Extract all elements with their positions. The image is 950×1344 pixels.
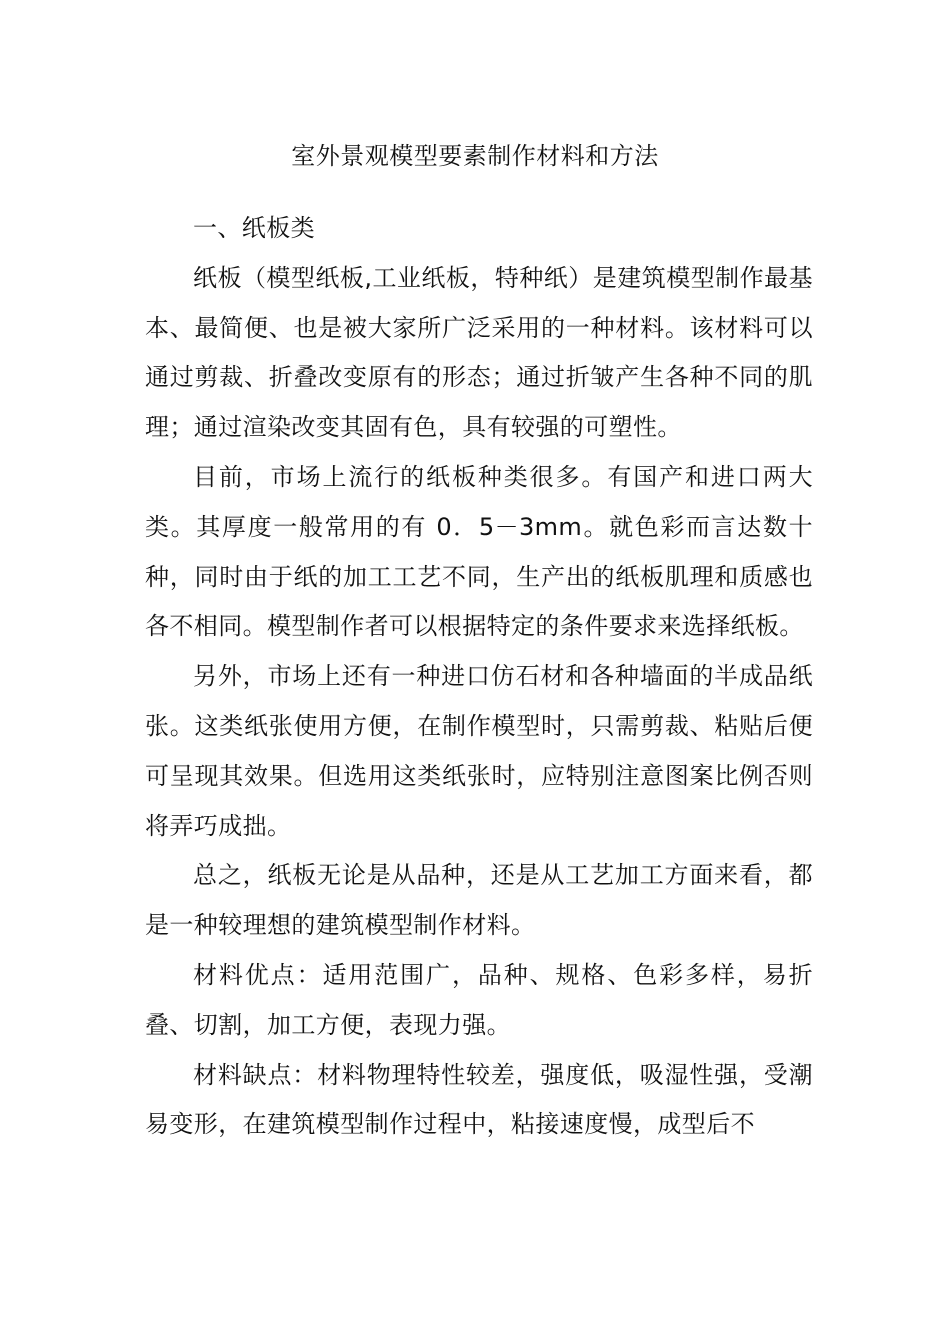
paragraph: 材料缺点：材料物理特性较差，强度低，吸湿性强，受潮易变形，在建筑模型制作过程中，粘接速度慢，成型后不 xyxy=(145,1060,813,1139)
paragraph: 纸板（模型纸板,工业纸板，特种纸）是建筑模型制作最基本、最简便、也是被大家所广泛采用的一种材料。该材料可以通过剪裁、折叠改变原有的形态；通过折皱产生各种不同的肌理；通过渲染改变其固有色，具有较强的可塑性。 xyxy=(145,263,813,442)
document-title: 室外景观模型要素制作材料和方法 xyxy=(291,142,659,170)
document-body xyxy=(145,204,813,1150)
paragraph: 另外，市场上还有一种进口仿石材和各种墙面的半成品纸张。这类纸张使用方便，在制作模型时，只需剪裁、粘贴后便可呈现其效果。但选用这类纸张时，应特别注意图案比例否则将弄巧成拙。 xyxy=(145,662,813,840)
paragraph: 目前，市场上流行的纸板种类很多。有国产和进口两大类。其厚度一般常用的有 0．5－3mm。就色彩而言达数十种，同时由于纸的加工工艺不同，生产出的纸板肌理和质感也各不相同。模型制作者可以根据特定的条件要求来选择纸板。 xyxy=(145,462,813,641)
paragraph: 材料优点：适用范围广，品种、规格、色彩多样，易折叠、切割，加工方便，表现力强。 xyxy=(145,960,813,1039)
paragraph: 总之，纸板无论是从品种，还是从工艺加工方面来看，都是一种较理想的建筑模型制作材料。 xyxy=(145,861,813,940)
section-heading: 一、纸板类 xyxy=(193,214,315,242)
